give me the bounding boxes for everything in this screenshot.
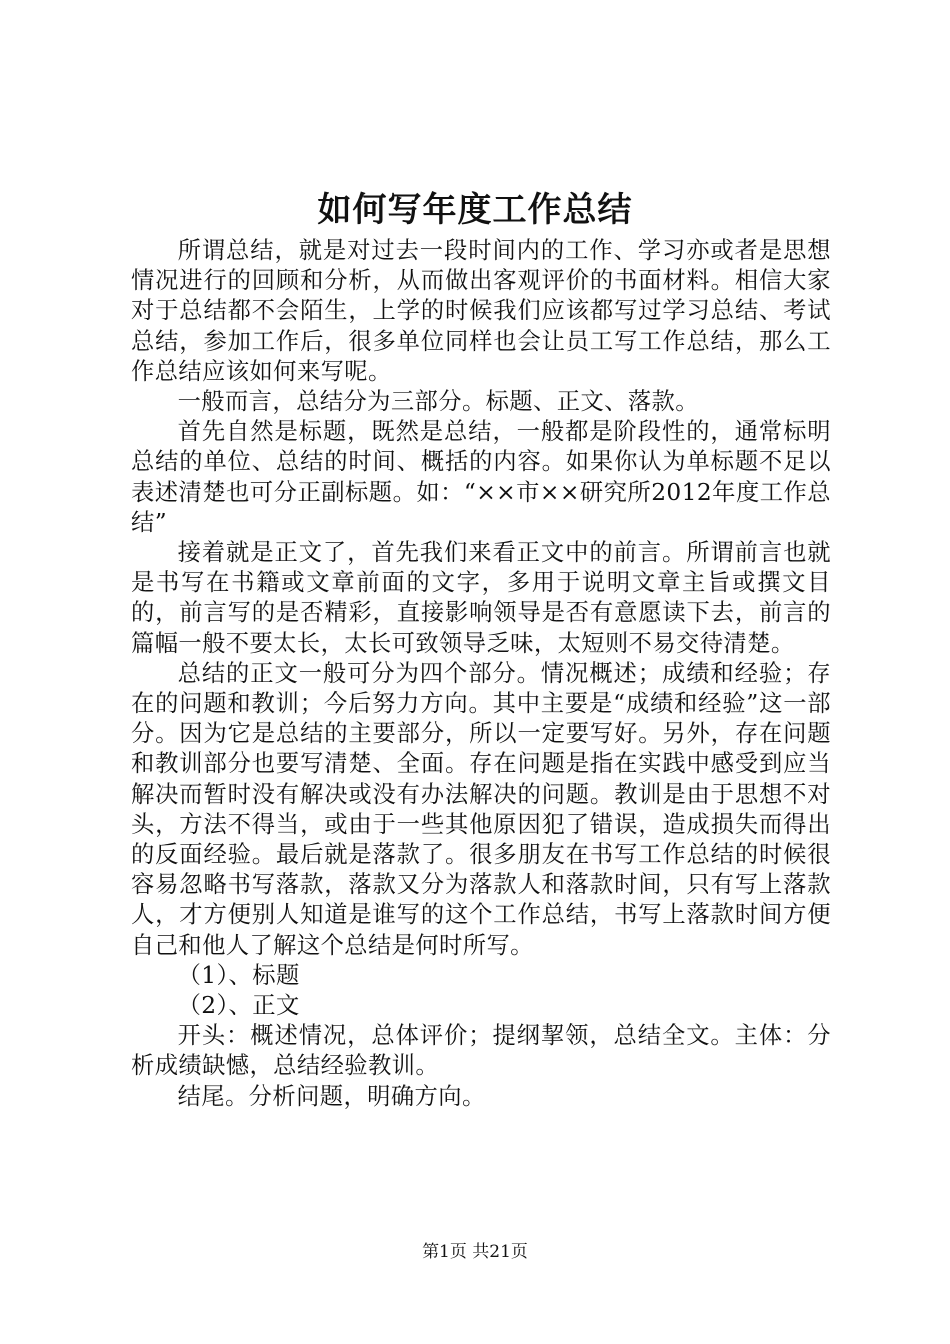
list-item-title: （1）、标题 [177, 961, 300, 989]
paragraph-ending: 结尾。分析问题，明确方向。 [177, 1082, 486, 1110]
paragraph-preface: 接着就是正文了，首先我们来看正文中的前言。所谓前言也就是书写在书籍或文章前面的文字，多用于说明文章主旨或撰文目的，前言写的是否精彩，直接影响领导是否有意愿读下去，前言的篇幅一般不要太长，太长可致领导乏味，太短则不易交待清楚。 [131, 539, 831, 657]
document-title: 如何写年度工作总结 [317, 190, 633, 230]
paragraph-title-section: 首先自然是标题，既然是总结，一般都是阶段性的，通常标明总结的单位、总结的时间、概括的内容。如果你认为单标题不足以表述清楚也可分正副标题。如：“××市××研究所2012年度工作总结” [131, 418, 831, 536]
page-footer: 第1页 共21页 [422, 1242, 528, 1262]
document-body [131, 236, 831, 1112]
list-item-body: （2）、正文 [177, 992, 300, 1020]
paragraph-intro: 所谓总结，就是对过去一段时间内的工作、学习亦或者是思想情况进行的回顾和分析，从而做出客观评价的书面材料。相信大家对于总结都不会陌生，上学的时候我们应该都写过学习总结、考试总结，参加工作后，很多单位同样也会让员工写工作总结，那么工作总结应该如何来写呢。 [131, 237, 831, 385]
paragraph-opening: 开头：概述情况，总体评价；提纲挈领，总结全文。主体：分析成绩缺憾，总结经验教训。 [131, 1022, 831, 1080]
paragraph-three-parts: 一般而言，总结分为三部分。标题、正文、落款。 [177, 388, 699, 416]
paragraph-body-section: 总结的正文一般可分为四个部分。情况概述；成绩和经验；存在的问题和教训；今后努力方向。其中主要是“成绩和经验”这一部分。因为它是总结的主要部分，所以一定要写好。另外，存在问题和教训部分也要写清楚、全面。存在问题是指在实践中感受到应当解决而暂时没有解决或没有办法解决的问题。教训是由于思想不对头，方法不得当，或由于一些其他原因犯了错误，造成损失而得出的反面经验。最后就是落款了。很多朋友在书写工作总结的时候很容易忽略书写落款，落款又分为落款人和落款时间，只有写上落款人，才方便别人知道是谁写的这个工作总结，书写上落款时间方便自己和他人了解这个总结是何时所写。 [131, 659, 831, 959]
